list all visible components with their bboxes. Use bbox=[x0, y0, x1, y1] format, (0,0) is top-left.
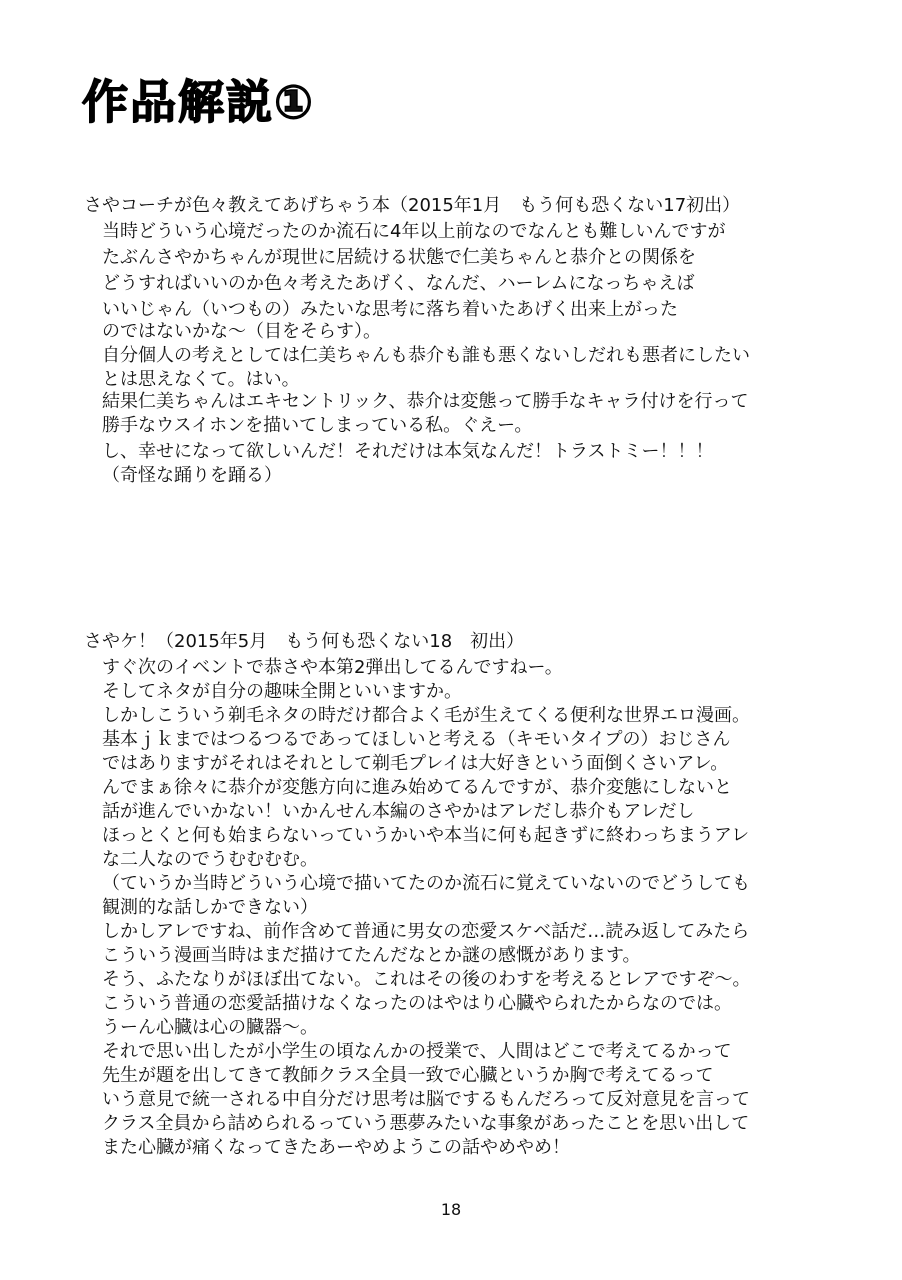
body-line: とは思えなくて。はい。 bbox=[102, 369, 300, 390]
body-line: たぶんさやかちゃんが現世に居続ける状態で仁美ちゃんと恭介との関係を bbox=[102, 247, 696, 268]
body-line: のではないかな～（目をそらす）。 bbox=[102, 321, 381, 342]
page-number: 18 bbox=[440, 1200, 462, 1219]
body-line: こういう漫画当時はまだ描けてたんだなとか謎の感慨があります。 bbox=[102, 945, 641, 966]
body-line: うーん心臓は心の臓器～。 bbox=[102, 1017, 318, 1038]
body-line: クラス全員から詰められるっていう悪夢みたいな事象があったことを思い出して bbox=[102, 1113, 750, 1134]
body-line: 観測的な話しかできない） bbox=[102, 897, 318, 918]
section-heading: さやケ！（2015年5月 もう何も恐くない18 初出） bbox=[84, 631, 525, 652]
body-line: こういう普通の恋愛話描けなくなったのはやはり心臓やられたからなのでは。 bbox=[102, 993, 732, 1014]
page-title: 作品解説① bbox=[82, 75, 315, 129]
section-heading: さやコーチが色々教えてあげちゃう本（2015年1月 もう何も恐くない17初出） bbox=[84, 195, 741, 216]
body-line: し、幸せになって欲しいんだ！それだけは本気なんだ！トラストミー！！！ bbox=[102, 441, 714, 462]
body-line: 当時どういう心境だったのか流石に4年以上前なのでなんとも難しいんですが bbox=[102, 221, 726, 242]
body-line: それで思い出したが小学生の頃なんかの授業で、人間はどこで考えてるかって bbox=[102, 1041, 732, 1062]
body-line: 基本ｊｋまではつるつるであってほしいと考える（キモいタイプの）おじさん bbox=[102, 729, 731, 750]
body-line: んでまぁ徐々に恭介が変態方向に進み始めてるんですが、恭介変態にしないと bbox=[102, 777, 732, 798]
body-line: 話が進んでいかない！いかんせん本編のさやかはアレだし恭介もアレだし bbox=[102, 801, 695, 822]
body-line: また心臓が痛くなってきたあーやめようこの話やめやめ！ bbox=[102, 1137, 570, 1158]
body-line: ほっとくと何も始まらないっていうかいや本当に何も起きずに終わっちまうアレ bbox=[102, 825, 750, 846]
body-line: いう意見で統一される中自分だけ思考は脳でするもんだろって反対意見を言って bbox=[102, 1089, 750, 1110]
body-line: そう、ふたなりがほぼ出てない。これはその後のわすを考えるとレアですぞ～。 bbox=[102, 969, 751, 990]
body-line: （ていうか当時どういう心境で描いてたのか流石に覚えていないのでどうしても bbox=[102, 873, 750, 894]
body-line: どうすればいいのか色々考えたあげく、なんだ、ハーレムになっちゃえば bbox=[102, 273, 695, 294]
body-line: 先生が題を出してきて教師クラス全員一致で心臓というか胸で考えてるって bbox=[102, 1065, 714, 1086]
body-line: 勝手なウスイホンを描いてしまっている私。ぐえー。 bbox=[102, 415, 533, 436]
body-line: しかしこういう剃毛ネタの時だけ都合よく毛が生えてくる便利な世界エロ漫画。 bbox=[102, 705, 750, 726]
body-line: いいじゃん（いつもの）みたいな思考に落ち着いたあげく出来上がった bbox=[102, 299, 678, 320]
body-line: すぐ次のイベントで恭さや本第2弾出してるんですねー。 bbox=[102, 657, 563, 678]
body-line: そしてネタが自分の趣味全開といいますか。 bbox=[102, 681, 462, 702]
body-line: （奇怪な踊りを踊る） bbox=[102, 465, 282, 486]
body-line: な二人なのでうむむむむ。 bbox=[102, 849, 318, 870]
body-line: 自分個人の考えとしては仁美ちゃんも恭介も誰も悪くないしだれも悪者にしたい bbox=[102, 345, 750, 366]
body-line: しかしアレですね、前作含めて普通に男女の恋愛スケベ話だ…読み返してみたら bbox=[102, 921, 750, 942]
body-line: 結果仁美ちゃんはエキセントリック、恭介は変態って勝手なキャラ付けを行って bbox=[102, 391, 749, 412]
body-line: ではありますがそれはそれとして剃毛プレイは大好きという面倒くさいアレ。 bbox=[102, 753, 729, 774]
